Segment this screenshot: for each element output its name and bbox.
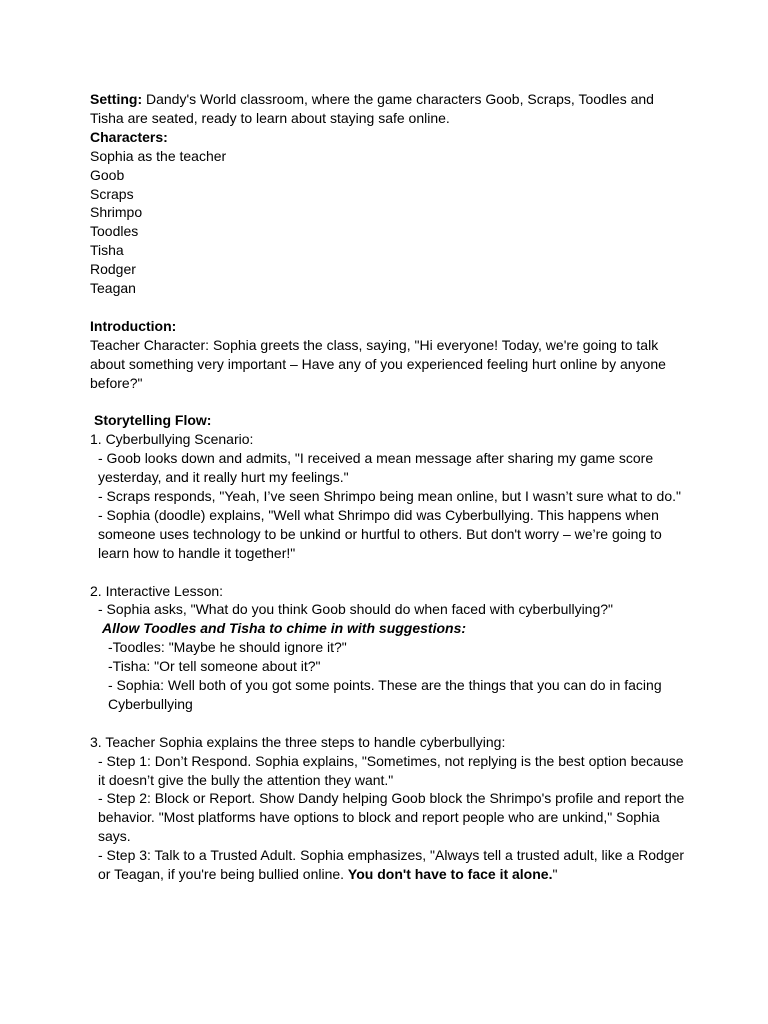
section-3-step-3 <box>90 846 690 884</box>
section-1-scraps: - Scraps responds, "Yeah, I’ve seen Shrimpo being mean online, but I wasn’t sure what to do." <box>98 488 681 504</box>
spacer <box>90 563 690 582</box>
step-3-end-quote: " <box>552 866 558 883</box>
character-item: Toodles <box>90 223 139 240</box>
setting-paragraph <box>90 90 690 128</box>
introduction-label: Introduction: <box>90 317 177 334</box>
document-page <box>90 90 690 884</box>
character-item: Teagan <box>90 280 136 297</box>
step-3-bold-text: You don't have to face it alone. <box>347 866 553 883</box>
section-1-goob: - Goob looks down and admits, "I received a mean message after sharing my game score yesterday, and it really hurt my feelings." <box>98 450 654 486</box>
section-1-title: 1. Cyberbullying Scenario: <box>90 431 254 448</box>
character-item: Sophia as the teacher <box>90 147 227 164</box>
introduction-text: Teacher Character: Sophia greets the class, saying, "Hi everyone! Today, we're going to talk about something very important – Have any of you experienced feeling hurt online by anyone before?" <box>90 336 666 391</box>
setting-label: Setting: <box>90 91 143 107</box>
section-2-note: Allow Toodles and Tisha to chime in with suggestions: <box>102 620 467 637</box>
character-item: Goob <box>90 166 125 183</box>
spacer <box>90 392 690 411</box>
section-2-tisha: -Tisha: "Or tell someone about it?" <box>108 658 321 675</box>
character-item: Tisha <box>90 242 124 259</box>
character-item: Rodger <box>90 261 136 278</box>
section-3-step-1: - Step 1: Don’t Respond. Sophia explains, "Sometimes, not replying is the best option because it doesn’t give the bully the attention they want." <box>98 752 684 788</box>
storytelling-flow-label: Storytelling Flow: <box>94 412 212 429</box>
spacer <box>90 298 690 317</box>
section-3-step-2: - Step 2: Block or Report. Show Dandy helping Goob block the Shrimpo's profile and report the behavior. "Most platforms have options to block and report people who are unkind," Sophia says. <box>98 790 685 845</box>
section-1-sophia: - Sophia (doodle) explains, "Well what Shrimpo did was Cyberbullying. This happens when someone uses technology to be unkind or hurtful to others. But don't worry – we’re going to learn how to handle it together!" <box>98 506 662 561</box>
setting-text: Dandy's World classroom, where the game characters Goob, Scraps, Toodles and Tisha are seated, ready to learn about staying safe online. <box>90 91 654 126</box>
spacer <box>90 714 690 733</box>
characters-label: Characters: <box>90 128 168 145</box>
section-2-sophia-asks: - Sophia asks, "What do you think Goob should do when faced with cyberbullying?" <box>98 601 614 618</box>
section-3-title: 3. Teacher Sophia explains the three steps to handle cyberbullying: <box>90 733 506 750</box>
character-item: Scraps <box>90 185 134 202</box>
section-2-sophia-reply: - Sophia: Well both of you got some points. These are the things that you can do in facing Cyberbullying <box>108 677 662 712</box>
section-2-title: 2. Interactive Lesson: <box>90 582 224 599</box>
character-item: Shrimpo <box>90 204 143 221</box>
section-2-toodles: -Toodles: "Maybe he should ignore it?" <box>108 639 347 656</box>
step-3-text: - Step 3: Talk to a Trusted Adult. Sophia emphasizes, "Always tell a trusted adult, like a Rodger or Teagan, if you're being bullied online. <box>98 847 685 883</box>
